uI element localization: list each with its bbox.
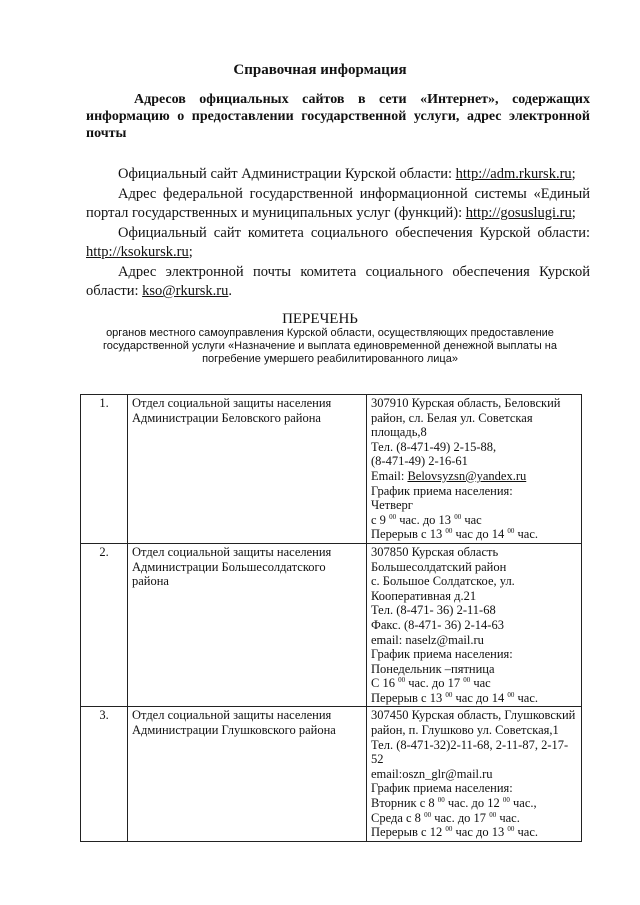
document-title: Справочная информация: [233, 62, 407, 78]
row-number: 2.: [81, 543, 128, 707]
document-subtitle-text: Адресов официальных сайтов в сети «Интернет», содержащих информацию о предоставлении государственной услуги, адрес электронной почты: [86, 92, 590, 141]
contact-line: Перерыв с 13 $^{00}$ час до 14 $^{00}$ час.: [371, 527, 538, 542]
contact-line: Понедельник –пятница: [371, 661, 495, 676]
contact-line: Тел. (8-471- 36) 2-11-68: [371, 603, 496, 618]
contact-line: График приема населения:: [371, 647, 513, 662]
table-row: [81, 707, 582, 841]
contact-line: (8-471-49) 2-16-61: [371, 454, 468, 469]
row-number: 1.: [81, 395, 128, 544]
organization-name: Отдел социальной защиты населения Администрации Глушковского района: [128, 707, 367, 841]
contact-line: Перерыв с 13 $^{00}$ час до 14 $^{00}$ час.: [371, 690, 538, 705]
contact-line: район, сл. Белая ул. Советская: [371, 410, 533, 425]
info-link-adm[interactable]: http://adm.rkursk.ru: [455, 166, 572, 182]
info-paragraph: Адрес федеральной государственной информационной системы «Единый портал государственных и муниципальных услуг (функций): http://gosuslugi.ru;: [86, 185, 590, 221]
info-paragraph: Официальный сайт комитета социального обеспечения Курской области: http://ksokursk.ru;: [86, 224, 590, 260]
contact-line: 307450 Курская область, Глушковский: [371, 708, 576, 723]
contact-line: площадь,8: [371, 425, 427, 440]
table-row: [81, 395, 582, 544]
organization-name: Отдел социальной защиты населения Администрации Беловского района: [128, 395, 367, 544]
contact-line: с 9 $^{00}$ час. до 13 $^{00}$ час: [371, 512, 482, 527]
row-number: 3.: [81, 707, 128, 841]
contact-line: Тел. (8-471-32)2-11-68, 2-11-87, 2-17-: [371, 737, 569, 752]
contact-email-link[interactable]: Belovsyzsn@yandex.ru: [407, 468, 527, 483]
organizations-table: [80, 394, 582, 842]
document-subtitle: [86, 91, 590, 142]
info-block: [86, 165, 590, 302]
contact-line: 52: [371, 752, 384, 767]
contact-line: График приема населения:: [371, 781, 513, 796]
contact-line: район, п. Глушково ул. Советская,1: [371, 723, 559, 738]
contact-line: Факс. (8-471- 36) 2-14-63: [371, 617, 504, 632]
table-row: [81, 543, 582, 707]
info-paragraph: Официальный сайт Администрации Курской области: http://adm.rkursk.ru;: [118, 166, 576, 182]
contact-line: С 16 $^{00}$ час. до 17 $^{00}$ час: [371, 676, 491, 691]
contact-line: Четверг: [371, 498, 413, 513]
organization-contacts: [367, 395, 582, 544]
contact-line: 307850 Курская область: [371, 544, 499, 559]
organization-contacts: [367, 543, 582, 707]
list-description: органов местного самоуправления Курской области, осуществляющих предоставление государственной услуги «Назначение и выплата единовременной денежной выплаты на погребение умершего реабилитированного лица»: [102, 327, 558, 365]
contact-line: Большесолдатский район: [371, 559, 507, 574]
list-title: ПЕРЕЧЕНЬ: [282, 311, 358, 327]
contact-line: email: naselz@mail.ru: [371, 632, 484, 647]
contact-line: Среда с 8 $^{00}$ час. до 17 $^{00}$ час.: [371, 810, 520, 825]
contact-line: Тел. (8-471-49) 2-15-88,: [371, 439, 497, 454]
info-paragraph: Адрес электронной почты комитета социального обеспечения Курской области: kso@rkursk.ru.: [86, 263, 590, 299]
contact-line: 307910 Курская область, Беловский: [371, 396, 561, 410]
info-link-email[interactable]: kso@rkursk.ru: [142, 283, 229, 299]
contact-line: График приема населения:: [371, 483, 513, 498]
organization-contacts: [367, 707, 582, 841]
contact-line: с. Большое Солдатское, ул.: [371, 574, 515, 589]
contact-line: Кооперативная д.21: [371, 588, 477, 603]
organization-name: Отдел социальной защиты населения Администрации Большесолдатского района: [128, 543, 367, 707]
contact-line: Перерыв с 12 $^{00}$ час до 13 $^{00}$ час.: [371, 825, 538, 840]
info-link-ksokursk[interactable]: http://ksokursk.ru: [86, 244, 189, 260]
contact-line: email:oszn_glr@mail.ru: [371, 766, 493, 781]
contact-line: Вторник с 8 $^{00}$ час. до 12 $^{00}$ час.,: [371, 796, 537, 811]
contact-line: Email: Belovsyzsn@yandex.ru: [371, 468, 527, 483]
info-link-gosuslugi[interactable]: http://gosuslugi.ru: [465, 205, 572, 221]
